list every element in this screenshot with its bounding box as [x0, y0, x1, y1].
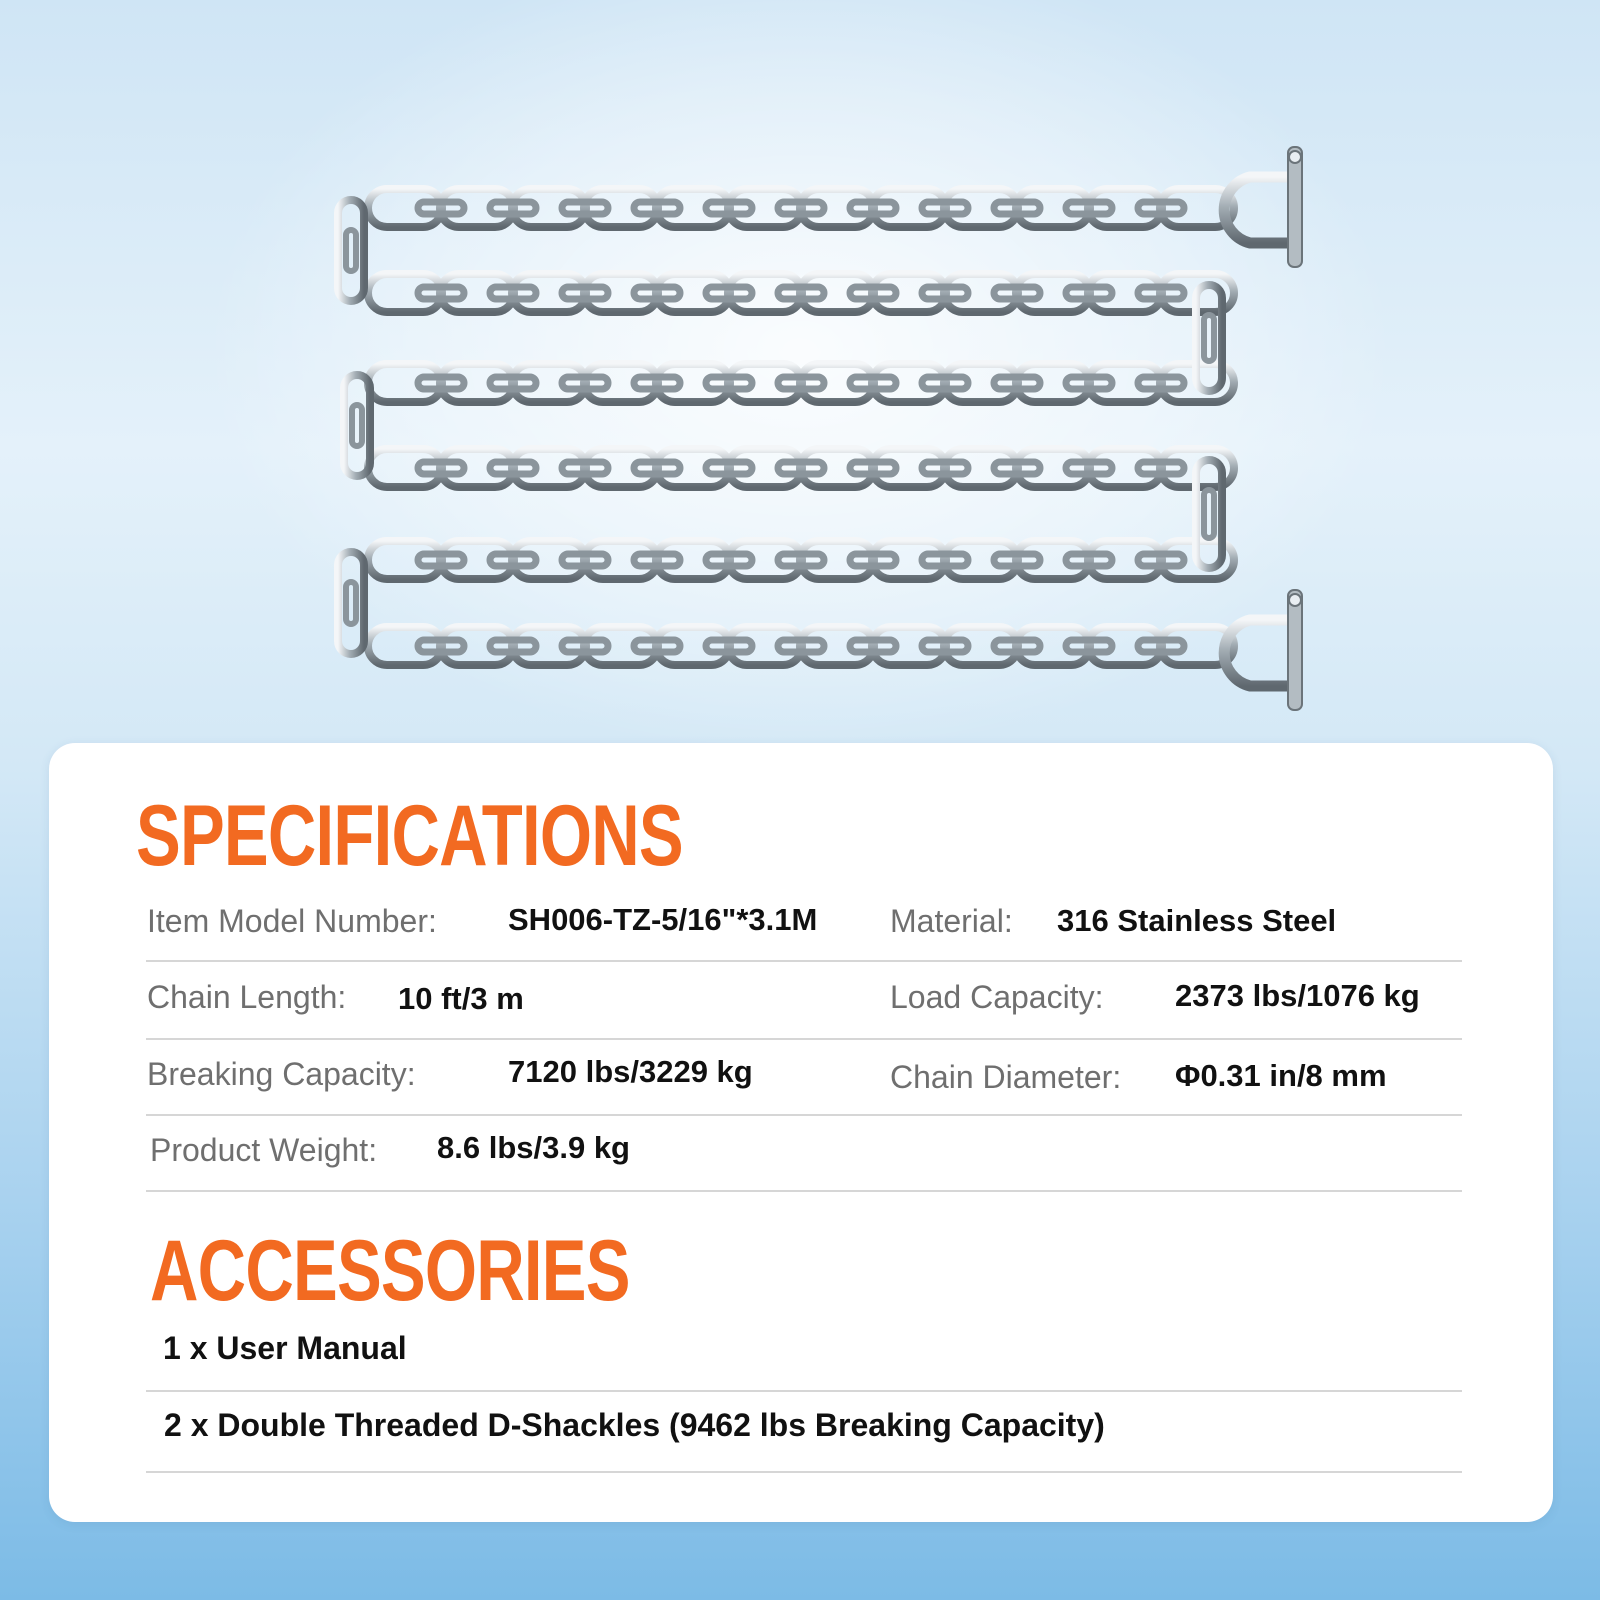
chain-link — [584, 364, 658, 402]
chain-link — [1088, 189, 1162, 227]
chain-link — [346, 230, 356, 271]
accessory-item-user-manual: 1 x User Manual — [163, 1330, 407, 1366]
chain-link — [440, 627, 514, 665]
chain-diameter-label: Chain Diameter: — [890, 1059, 1122, 1095]
chain-link — [512, 364, 586, 402]
chain-link — [872, 189, 946, 227]
chain-link — [872, 627, 946, 665]
chain-link — [656, 541, 730, 579]
chain-link — [1016, 274, 1090, 312]
chain-link — [800, 627, 874, 665]
chain-link — [1088, 364, 1162, 402]
chain-diameter-value: Φ0.31 in/8 mm — [1175, 1058, 1387, 1093]
spec-divider — [146, 1038, 1462, 1040]
chain-link — [800, 274, 874, 312]
chain-link — [1196, 285, 1222, 391]
chain-link — [368, 449, 442, 487]
chain-link — [584, 274, 658, 312]
chain-link — [1204, 490, 1214, 538]
model-number-label: Item Model Number: — [147, 903, 437, 939]
chain-link — [1016, 189, 1090, 227]
chain-link — [1016, 627, 1090, 665]
spec-divider — [146, 1190, 1462, 1192]
chain-link — [656, 274, 730, 312]
load-capacity-label: Load Capacity: — [890, 979, 1104, 1015]
chain-link — [338, 200, 364, 301]
chain-link — [1016, 449, 1090, 487]
chain-link — [584, 189, 658, 227]
chain-link — [944, 627, 1018, 665]
chain-link — [368, 189, 442, 227]
chain-link — [512, 189, 586, 227]
chain-link — [728, 189, 802, 227]
chain-length-value: 10 ft/3 m — [398, 981, 524, 1016]
chain-link — [872, 541, 946, 579]
material-value: 316 Stainless Steel — [1057, 903, 1337, 938]
chain-link — [656, 364, 730, 402]
chain-link — [440, 189, 514, 227]
chain-link — [1088, 627, 1162, 665]
chain-link — [872, 449, 946, 487]
chain-link — [800, 541, 874, 579]
breaking-capacity-value: 7120 lbs/3229 kg — [508, 1054, 753, 1089]
chain-link — [728, 449, 802, 487]
chain-link — [1196, 460, 1222, 568]
accessories-heading: ACCESSORIES — [150, 1223, 630, 1319]
chain-link — [872, 364, 946, 402]
chain-product-image — [0, 0, 1600, 740]
chain-link — [944, 189, 1018, 227]
chain-link — [944, 274, 1018, 312]
model-number-value: SH006-TZ-5/16"*3.1M — [508, 902, 818, 937]
chain-link — [346, 582, 356, 624]
chain-link — [728, 627, 802, 665]
chain-link — [1016, 541, 1090, 579]
chain-link — [584, 541, 658, 579]
load-capacity-value: 2373 lbs/1076 kg — [1175, 978, 1420, 1013]
chain-link — [728, 274, 802, 312]
accessory-item-d-shackles: 2 x Double Threaded D-Shackles (9462 lbs Breaking Capacity) — [164, 1407, 1105, 1443]
chain-length-label: Chain Length: — [147, 979, 347, 1015]
specifications-heading: SPECIFICATIONS — [136, 788, 683, 884]
chain-link — [800, 364, 874, 402]
accessory-divider — [146, 1471, 1462, 1473]
chain-link — [872, 274, 946, 312]
d-shackles — [1224, 147, 1302, 710]
chain-link — [352, 405, 362, 446]
chain-link — [800, 189, 874, 227]
chain-link — [338, 552, 364, 654]
chain-link — [512, 274, 586, 312]
chain-link — [656, 627, 730, 665]
chain-link — [1088, 274, 1162, 312]
chain-link — [944, 364, 1018, 402]
chain-link — [584, 449, 658, 487]
chain-link — [728, 364, 802, 402]
chain-link — [512, 449, 586, 487]
chain-link — [1016, 364, 1090, 402]
material-label: Material: — [890, 903, 1013, 939]
breaking-capacity-label: Breaking Capacity: — [147, 1056, 416, 1092]
chain-link — [800, 449, 874, 487]
spec-divider — [146, 960, 1462, 962]
chain-link — [440, 541, 514, 579]
accessory-divider — [146, 1390, 1462, 1392]
chain-link — [944, 541, 1018, 579]
chain-link — [512, 627, 586, 665]
chain-link — [368, 541, 442, 579]
chain-links — [338, 189, 1234, 665]
chain-link — [368, 627, 442, 665]
chain-link — [656, 449, 730, 487]
chain-link — [728, 541, 802, 579]
chain-link — [440, 364, 514, 402]
chain-link — [368, 364, 442, 402]
chain-link — [344, 375, 370, 476]
chain-link — [368, 274, 442, 312]
chain-link — [1088, 541, 1162, 579]
chain-link — [656, 189, 730, 227]
chain-link — [512, 541, 586, 579]
chain-link — [440, 274, 514, 312]
spec-divider — [146, 1114, 1462, 1116]
product-weight-value: 8.6 lbs/3.9 kg — [437, 1130, 630, 1165]
chain-link — [1088, 449, 1162, 487]
chain-link — [1204, 315, 1214, 361]
chain-link — [584, 627, 658, 665]
product-weight-label: Product Weight: — [150, 1132, 378, 1168]
specifications-card — [49, 743, 1553, 1522]
chain-link — [440, 449, 514, 487]
chain-link — [944, 449, 1018, 487]
